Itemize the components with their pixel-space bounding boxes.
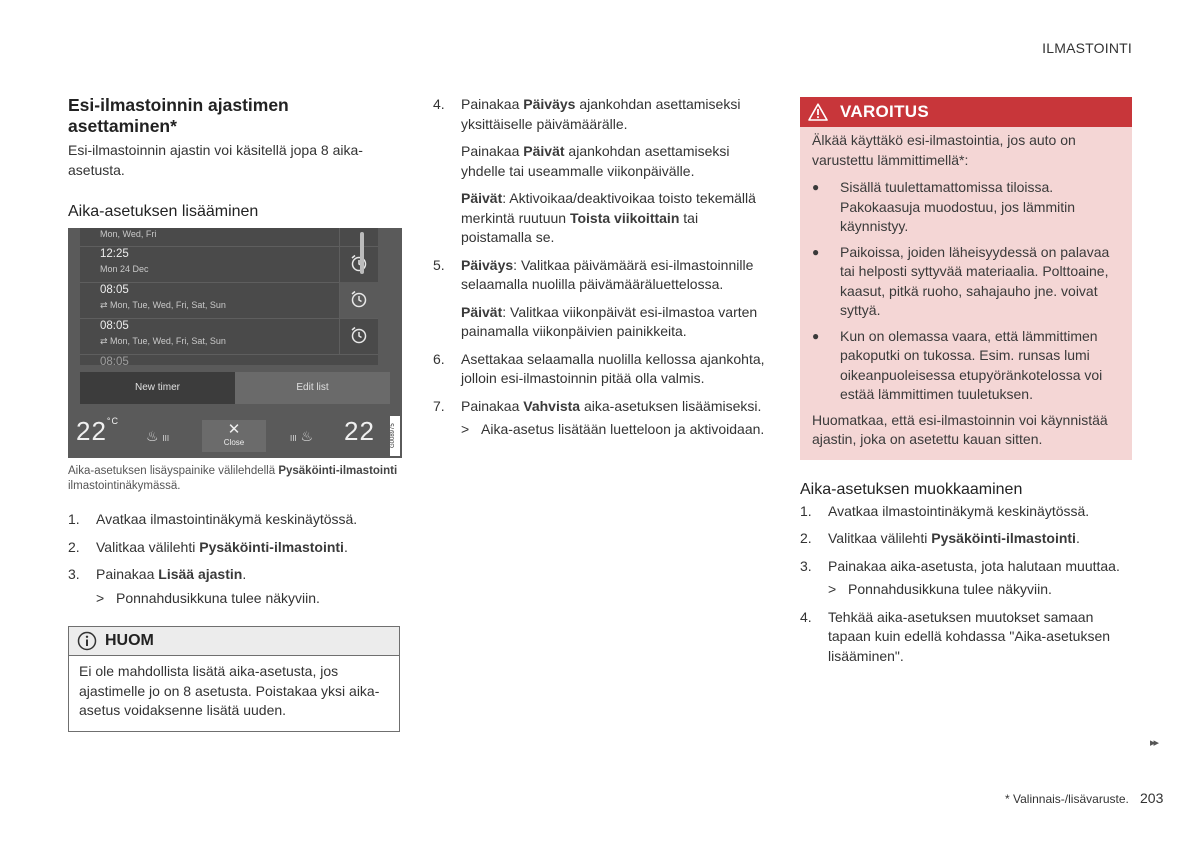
timer-icon [339, 282, 378, 318]
figure-caption: Aika-asetuksen lisäyspainike välilehdellä Pysäköinti-ilmastointi ilmastointinäkymässä. [68, 465, 398, 492]
warning-bullets [812, 178, 1120, 405]
section-title-edit: Aika-asetuksen muokkaaminen [800, 480, 1023, 498]
list-item: 4. Tehkää aika-asetuksen muutokset samaan tapaan kuin edellä kohdassa "Aika-asetuksen lisääminen". [800, 608, 1111, 664]
steps-add-continued [433, 95, 768, 416]
climate-bar [68, 414, 402, 458]
page-title: Esi-ilmastoinnin ajastimen asettaminen* [68, 95, 289, 136]
result-text: > Aika-asetus lisätään luetteloon ja aktivoidaan. [461, 421, 765, 437]
footnote: * Valinnais-/lisävaruste. [1005, 792, 1129, 806]
timer-list [80, 228, 378, 368]
info-icon [77, 631, 97, 651]
steps-edit [800, 502, 1132, 577]
list-item: 1. Avatkaa ilmastointinäkymä keskinäytössä. [800, 502, 1090, 519]
list-item: 3. Painakaa Lisää ajastin. [68, 566, 247, 582]
timer-icon [339, 246, 378, 282]
list-item: 1. Avatkaa ilmastointinäkymä keskinäytössä. [68, 511, 358, 527]
column-2 [433, 95, 768, 440]
image-code: G008975 [390, 416, 400, 456]
list-scrollbar [360, 232, 364, 274]
close-icon: ✕ [227, 421, 241, 438]
warning-header: VAROITUS [800, 97, 1132, 127]
list-item: 2. Valitkaa välilehti Pysäköinti-ilmastointi. [68, 538, 348, 555]
close-button: ✕ Close [202, 420, 266, 452]
note-box [68, 626, 400, 732]
timer-row: 08:05 [80, 354, 378, 391]
continue-arrows-icon: ▸▸ [1150, 737, 1158, 749]
timer-row: Mon, Wed, Fri [80, 228, 378, 247]
list-item: ● Kun on olemassa vaara, että lämmittimen pakoputki on tukossa. Esim. runsas lumi oikeanpuoleisessa etupyöränkotelossa voi estää lämmittimen tuuletuksen. [812, 327, 1103, 402]
list-item: ● Paikoissa, joiden läheisyydessä on palavaa tai helposti syttyvää materiaalia. Polttoaine, kaasut, pitkä ruoho, sahajauho jne. voivat syttyä. [812, 243, 1110, 318]
timer-row: 08:05 ⇄ Mon, Tue, Wed, Fri, Sat, Sun [80, 318, 378, 355]
column-3 [800, 97, 1132, 674]
new-timer-button: New timer [80, 372, 235, 404]
list-item: 6. Asettakaa selaamalla nuolilla kellossa ajankohta, jolloin esi-ilmastoinnin pitää olla valmis. [433, 350, 765, 386]
edit-list-button: Edit list [235, 372, 390, 404]
list-item: 4. Painakaa Päiväys ajankohdan asettamiseksi yksittäiselle päivämäärälle. Painakaa Päivät ajankohdan asettamiseksi yhdelle tai useammalle viikonpäivälle. Päivät: Aktivoikaa/deaktivoikaa toisto tekemällä merkintä ruutuun Toista viikoittain tai poistamalla se. [433, 96, 756, 245]
section-title-add: Aika-asetuksen lisääminen [68, 203, 259, 220]
warning-icon [808, 103, 828, 121]
timer-row: 12:25 Mon 24 Dec [80, 246, 378, 283]
list-item: 5. Päiväys: Valitkaa päivämäärä esi-ilmastoinnille selaamalla nuolilla päivämääräluettelossa. Päivät: Valitkaa viikonpäivät esi-ilmastoa varten painamalla viikonpäivien painikkeita. [433, 256, 758, 339]
column-1 [68, 95, 400, 732]
list-item: 2. Valitkaa välilehti Pysäköinti-ilmastointi. [800, 530, 1080, 546]
note-text: Ei ole mahdollista lisätä aika-asetusta, jos ajastimelle jo on 8 asetusta. Poistakaa yksi aika-asetus voidaksenne lisätä uuden. [79, 663, 380, 718]
steps-edit-continued [800, 608, 1132, 667]
timer-row: 08:05 ⇄ Mon, Tue, Wed, Fri, Sat, Sun [80, 282, 378, 319]
intro-text: Esi-ilmastoinnin ajastin voi käsitellä jopa 8 aika-asetusta. [68, 142, 363, 178]
timer-icon [339, 318, 378, 354]
page-number: 203 [1140, 790, 1164, 806]
note-header: HUOM [69, 627, 399, 656]
list-item: 3. Painakaa aika-asetusta, jota halutaan muuttaa. [800, 557, 1120, 574]
seat-heat-right-icon: III ♨ [290, 428, 314, 444]
warning-box [800, 97, 1132, 460]
temp-left: $22^{^\circ C}$ [76, 416, 120, 446]
result-text: > Ponnahdusikkuna tulee näkyviin. [96, 589, 320, 606]
seat-heat-left-icon: ♨ III [146, 428, 170, 444]
temp-right: 22 [344, 416, 375, 446]
list-item: 7. Painakaa Vahvista aika-asetuksen lisäämiseksi. [433, 397, 762, 414]
warning-text: Älkää käyttäkö esi-ilmastointia, jos auto on varustettu lämmittimellä*: ● Sisällä tuulettamattomissa tiloissa. Pakokaasuja muodostuu, jos lämmitin käynnistyy. ● Paikoissa, joiden läheisyydessä on palavaa tai helposti syttyvää materiaalia. Polttoaine, kaasut, pitkä ruoho, sahajauho jne. voivat syttyä. ● Kun on olemassa vaara, että lämmittimen pakoputki on tukossa. Esim. runsas lumi oikeanpuoleisessa etupyöränkotelossa voi estää lämmittimen tuuletuksen. Huomatkaa, että esi-ilmastoinnin voi käynnistää ajastin, joka on asetettu kauan sitten. [800, 127, 1132, 460]
result-text: > Ponnahdusikkuna tulee näkyviin. [828, 581, 1052, 597]
chapter-title: ILMASTOINTI [1042, 40, 1132, 56]
screenshot-timer-list [68, 228, 402, 458]
list-item: ● Sisällä tuulettamattomissa tiloissa. Pakokaasuja muodostuu, jos lämmitin käynnistyy. [812, 179, 1076, 234]
steps-add [68, 510, 400, 585]
